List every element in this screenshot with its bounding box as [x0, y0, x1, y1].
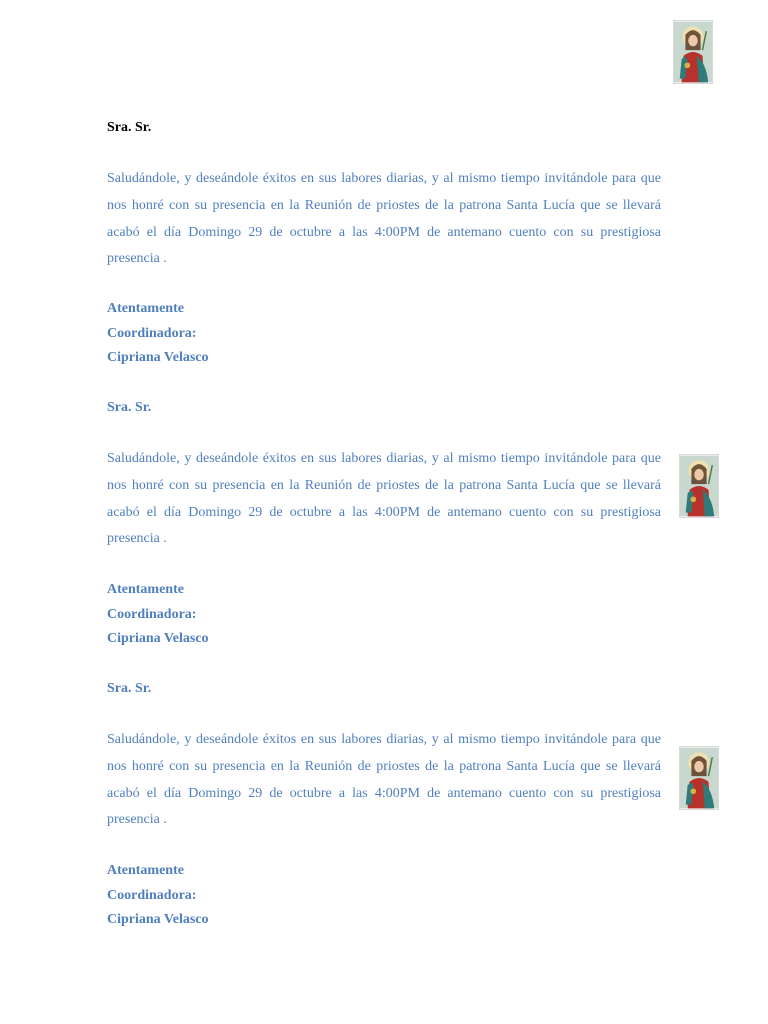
signature-block-2 — [107, 578, 209, 652]
signature-block-3 — [107, 859, 209, 933]
closing-1: Atentamente — [107, 301, 184, 316]
salutation-2: Sra. Sr. — [107, 400, 152, 415]
invitation-body-3: Saludándole, y deseándole éxitos en sus labores diarias, y al mismo tiempo invitándole para que nos honré con su presencia en la Reunión de priostes de la patrona Santa Lucía que se llevará acabó el día Domingo 29 de octubre a las 4:00PM de antemano cuento con su prestigiosa presencia . — [107, 732, 661, 828]
signer-name-2: Cipriana Velasco — [107, 631, 209, 646]
signature-block-1 — [107, 297, 209, 371]
role-2: Coordinadora: — [107, 606, 197, 622]
santa-lucia-image-2 — [679, 454, 719, 518]
signer-name-3: Cipriana Velasco — [107, 912, 209, 927]
signer-name-1: Cipriana Velasco — [107, 350, 209, 365]
invitation-body-2: Saludándole, y deseándole éxitos en sus labores diarias, y al mismo tiempo invitándole para que nos honré con su presencia en la Reunión de priostes de la patrona Santa Lucía que se llevará acabó el día Domingo 29 de octubre a las 4:00PM de antemano cuento con su prestigiosa presencia . — [107, 451, 661, 547]
role-1: Coordinadora: — [107, 325, 197, 341]
role-3: Coordinadora: — [107, 887, 197, 903]
salutation-1: Sra. Sr. — [107, 120, 152, 135]
closing-2: Atentamente — [107, 582, 184, 597]
invitation-body-1: Saludándole, y deseándole éxitos en sus labores diarias, y al mismo tiempo invitándole para que nos honré con su presencia en la Reunión de priostes de la patrona Santa Lucía que se llevará acabó el día Domingo 29 de octubre a las 4:00PM de antemano cuento con su prestigiosa presencia . — [107, 171, 661, 267]
santa-lucia-image-3 — [679, 746, 719, 810]
santa-lucia-image-1 — [673, 20, 713, 84]
closing-3: Atentamente — [107, 863, 184, 878]
salutation-3: Sra. Sr. — [107, 681, 152, 696]
